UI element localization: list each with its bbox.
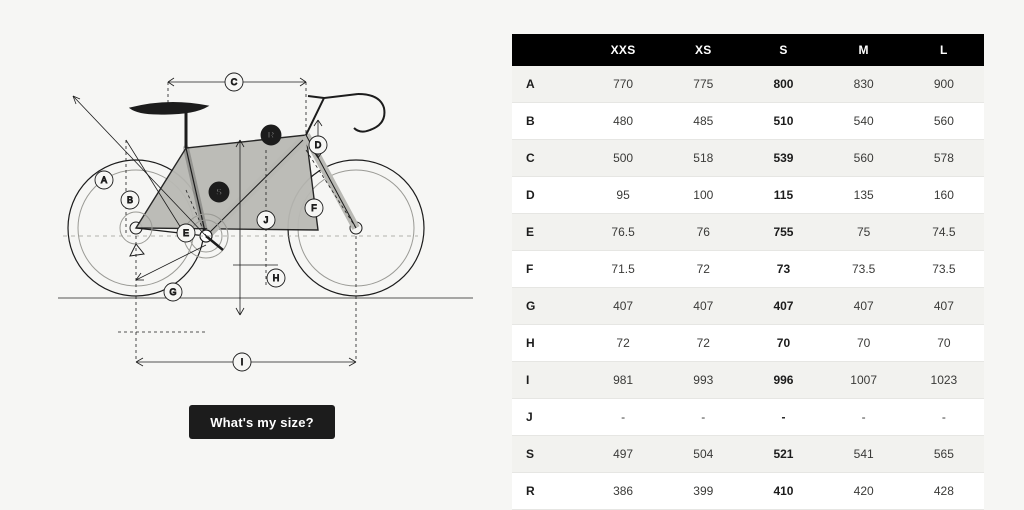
- cell-value: 521: [743, 436, 823, 473]
- cell-value: 420: [824, 473, 904, 510]
- cell-value: 540: [824, 103, 904, 140]
- cell-value: 539: [743, 140, 823, 177]
- cell-value: 504: [663, 436, 743, 473]
- table-header-row: [512, 34, 984, 66]
- cell-value: 1007: [824, 362, 904, 399]
- cell-value: 770: [583, 66, 663, 103]
- cell-value: 565: [904, 436, 984, 473]
- table-row: [512, 140, 984, 177]
- row-label: A: [512, 66, 583, 103]
- cell-value: -: [904, 399, 984, 436]
- row-label: F: [512, 251, 583, 288]
- cell-value: 518: [663, 140, 743, 177]
- cell-value: 386: [583, 473, 663, 510]
- cell-value: 407: [663, 288, 743, 325]
- cell-value: 497: [583, 436, 663, 473]
- callout-label-d: D: [314, 140, 322, 150]
- cell-value: 70: [824, 325, 904, 362]
- cell-value: 800: [743, 66, 823, 103]
- callout-C: [225, 73, 243, 91]
- cell-value: 74.5: [904, 214, 984, 251]
- table-row: [512, 177, 984, 214]
- row-label: D: [512, 177, 583, 214]
- cell-value: 407: [743, 288, 823, 325]
- whats-my-size-button[interactable]: What's my size?: [189, 405, 335, 439]
- table-corner-header: [512, 34, 583, 66]
- callout-label-r: R: [267, 130, 275, 140]
- cell-value: 95: [583, 177, 663, 214]
- cell-value: 407: [824, 288, 904, 325]
- table-row: [512, 251, 984, 288]
- callout-label-a: A: [100, 175, 108, 185]
- cell-value: 755: [743, 214, 823, 251]
- table-row: [512, 214, 984, 251]
- callout-S: [209, 182, 229, 202]
- table-row: [512, 103, 984, 140]
- callout-B: [121, 191, 139, 209]
- callout-I: [233, 353, 251, 371]
- column-header-m[interactable]: M: [824, 34, 904, 66]
- callout-label-b: B: [126, 195, 134, 205]
- cell-value: 900: [904, 66, 984, 103]
- callout-H: [267, 269, 285, 287]
- table-row: [512, 436, 984, 473]
- cell-value: 71.5: [583, 251, 663, 288]
- row-label: S: [512, 436, 583, 473]
- cell-value: 830: [824, 66, 904, 103]
- cell-value: 1023: [904, 362, 984, 399]
- cell-value: 996: [743, 362, 823, 399]
- geometry-table-head: [512, 34, 984, 66]
- callout-label-s: S: [215, 187, 223, 197]
- cell-value: -: [824, 399, 904, 436]
- cell-value: 480: [583, 103, 663, 140]
- cell-value: 510: [743, 103, 823, 140]
- callout-label-h: H: [272, 273, 280, 283]
- cell-value: 485: [663, 103, 743, 140]
- cell-value: 73: [743, 251, 823, 288]
- cell-value: 100: [663, 177, 743, 214]
- cell-value: -: [743, 399, 823, 436]
- callout-F: [305, 199, 323, 217]
- callout-label-i: I: [240, 357, 244, 367]
- row-label: I: [512, 362, 583, 399]
- cell-value: 407: [583, 288, 663, 325]
- table-row: [512, 473, 984, 510]
- callout-label-e: E: [182, 228, 190, 238]
- table-row: [512, 288, 984, 325]
- callout-label-j: J: [263, 215, 269, 225]
- cell-value: 72: [663, 251, 743, 288]
- cell-value: -: [663, 399, 743, 436]
- cell-value: 428: [904, 473, 984, 510]
- cell-value: 72: [583, 325, 663, 362]
- cell-value: 76.5: [583, 214, 663, 251]
- row-label: R: [512, 473, 583, 510]
- cell-value: 541: [824, 436, 904, 473]
- callout-label-g: G: [169, 287, 177, 297]
- row-label: B: [512, 103, 583, 140]
- cell-value: 500: [583, 140, 663, 177]
- saddle: [130, 102, 208, 148]
- cell-value: 407: [904, 288, 984, 325]
- cell-value: 410: [743, 473, 823, 510]
- cell-value: 75: [824, 214, 904, 251]
- cell-value: 72: [663, 325, 743, 362]
- callout-G: [164, 283, 182, 301]
- cell-value: 115: [743, 177, 823, 214]
- column-header-xs[interactable]: XS: [663, 34, 743, 66]
- callout-A: [95, 171, 113, 189]
- row-label: H: [512, 325, 583, 362]
- callout-D: [309, 136, 327, 154]
- column-header-s[interactable]: S: [743, 34, 823, 66]
- callout-label-c: C: [230, 77, 238, 87]
- geometry-table-pane: [512, 34, 984, 510]
- table-row: [512, 66, 984, 103]
- cell-value: 993: [663, 362, 743, 399]
- cell-value: 76: [663, 214, 743, 251]
- row-label: E: [512, 214, 583, 251]
- row-label: J: [512, 399, 583, 436]
- table-row: [512, 399, 984, 436]
- cell-value: 560: [904, 103, 984, 140]
- column-header-l[interactable]: L: [904, 34, 984, 66]
- row-label: G: [512, 288, 583, 325]
- callout-R: [261, 125, 281, 145]
- table-row: [512, 325, 984, 362]
- geometry-table: [512, 34, 984, 510]
- callout-J: [257, 211, 275, 229]
- row-label: C: [512, 140, 583, 177]
- table-row: [512, 362, 984, 399]
- cell-value: 73.5: [824, 251, 904, 288]
- cell-value: 70: [743, 325, 823, 362]
- cell-value: 981: [583, 362, 663, 399]
- cell-value: 560: [824, 140, 904, 177]
- cell-value: 775: [663, 66, 743, 103]
- cell-value: 70: [904, 325, 984, 362]
- cell-value: 399: [663, 473, 743, 510]
- geometry-table-body: [512, 66, 984, 510]
- cell-value: 160: [904, 177, 984, 214]
- bike-geometry-diagram: [18, 40, 498, 390]
- cell-value: 135: [824, 177, 904, 214]
- cell-value: 578: [904, 140, 984, 177]
- callout-label-f: F: [311, 203, 317, 213]
- callout-E: [177, 224, 195, 242]
- cell-value: 73.5: [904, 251, 984, 288]
- column-header-xxs[interactable]: XXS: [583, 34, 663, 66]
- cell-value: -: [583, 399, 663, 436]
